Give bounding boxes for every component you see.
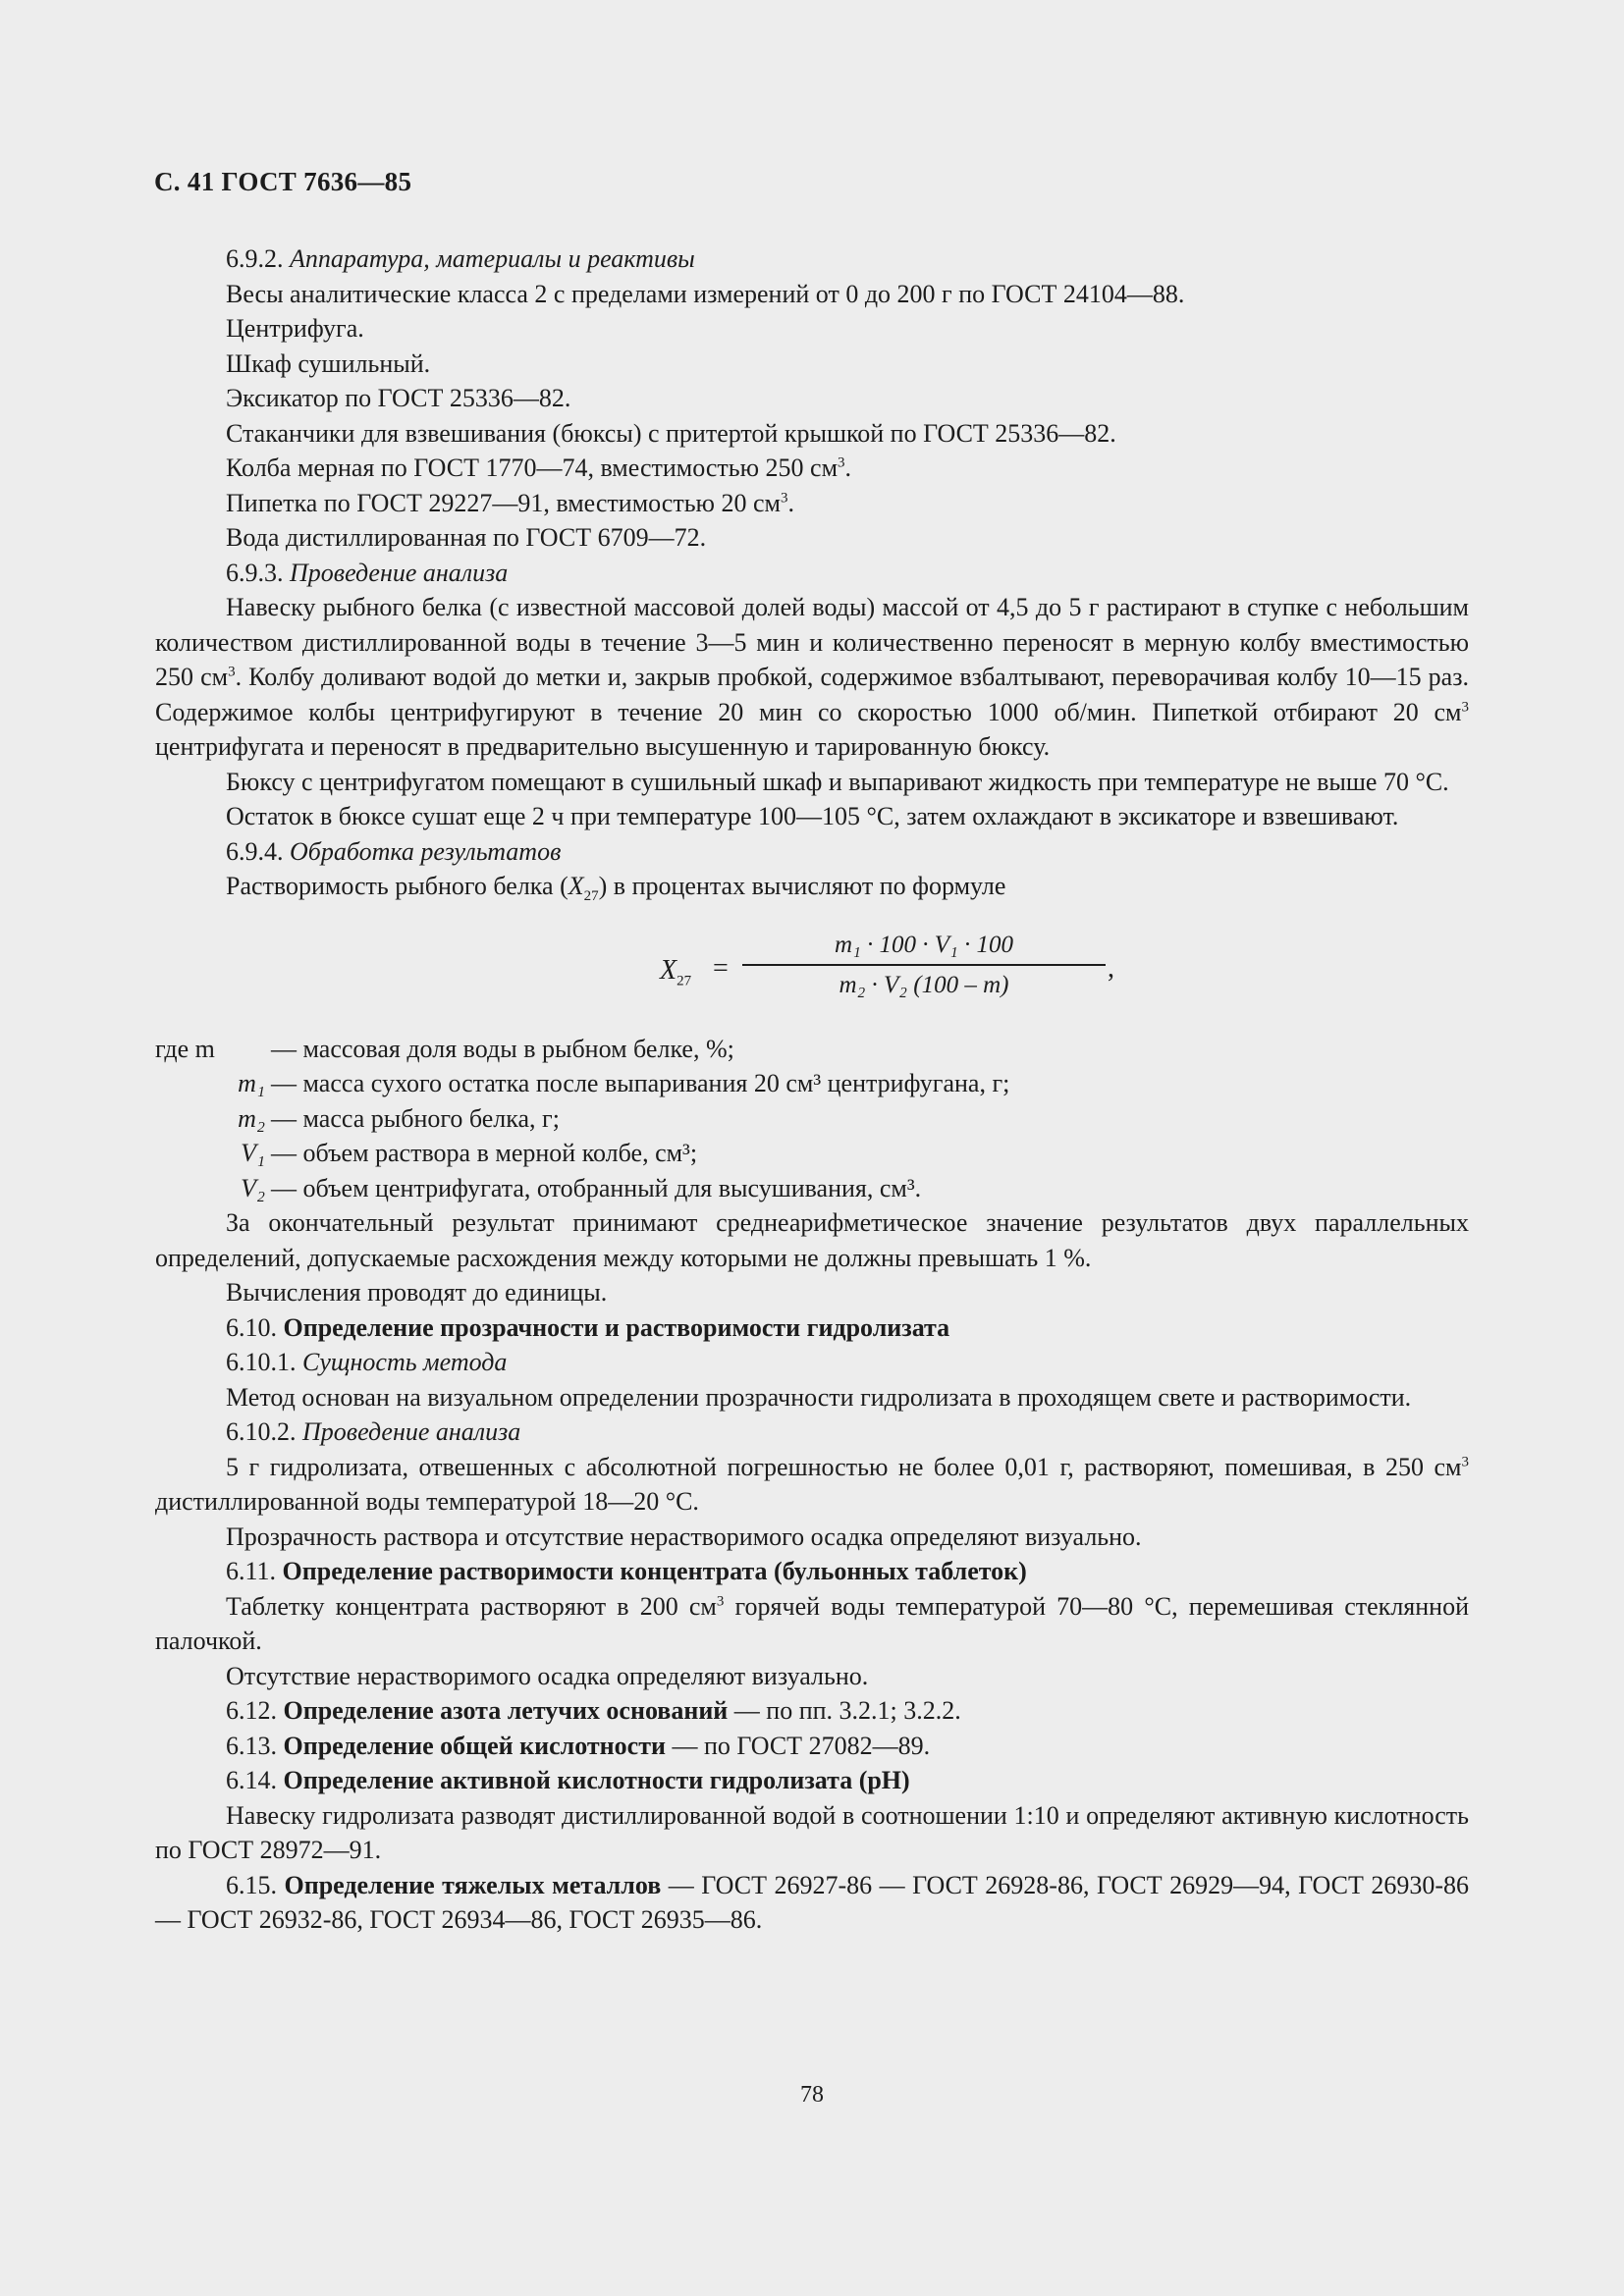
section-6-13: 6.13. Определение общей кислотности — по ГОСТ 27082—89. [226,1731,931,1760]
formula-lhs: $X_{27}$ [660,954,692,989]
where-m1: m₁ — масса сухого остатка после выпаривания 20 см³ центрифугана, г; [238,1069,1010,1097]
section-6-12: 6.12. Определение азота летучих оснований — по пп. 3.2.1; 3.2.2. [226,1696,961,1725]
section-6-10-2: 6.10.2. Проведение анализа [226,1417,521,1446]
formula-fraction [742,929,1106,1002]
section-6-9-4: 6.9.4. Обработка результатов [226,836,562,866]
section-6-11: 6.11. Определение растворимости концентрата (бульонных таблеток) [226,1557,1027,1585]
formula-numerator: m₁ · 100 · V₁ · 100 [835,931,1013,958]
section-6-15: 6.15. Определение тяжелых металлов — ГОСТ 26927-86 — ГОСТ 26928-86, ГОСТ 26929—94, ГОСТ 26930-86 — ГОСТ 26932-86, ГОСТ 26934—86, ГОСТ 26935—86. [155,1870,1470,1934]
page-number: 78 [800,2082,824,2108]
paragraph-hydrolysate: 5 г гидролизата, отвешенных с абсолютной погрешностью не более 0,01 г, растворяют, помешивая, в 250 $см^3$ дистиллированной воды температурой 18—20 °С. [155,1452,1469,1516]
paragraph-calculation: Вычисления проводят до единицы. [226,1278,608,1307]
fraction-bar [742,964,1106,966]
document-body [155,241,1469,1938]
paragraph-formula-intro: Растворимость рыбного белка $(X_{27})$ в процентах вычисляют по формуле [226,872,1006,905]
paragraph-drying: Бюксу с центрифугатом помещают в сушильный шкаф и выпаривают жидкость при температуре не выше 70 °С. [226,767,1449,796]
item-flask: Колба мерная по ГОСТ 1770—74, вместимостью 250 $см^3$. [226,454,852,482]
paragraph-residue: Остаток в бюксе сушат еще 2 ч при температуре 100—105 °С, затем охлаждают в эксикаторе и взвешивают. [226,802,1399,830]
section-6-14: 6.14. Определение активной кислотности гидролизата (рН) [226,1766,910,1794]
item-desiccator: Эксикатор по ГОСТ 25336—82. [226,384,571,412]
paragraph-method: Метод основан на визуальном определении прозрачности гидролизата в проходящем свете и растворимости. [226,1382,1412,1412]
section-6-10-1: 6.10.1. Сущность метода [226,1348,508,1376]
item-pipette: Пипетка по ГОСТ 29227—91, вместимостью 20 $см^3$. [226,488,794,517]
paragraph-procedure: Навеску рыбного белка (с известной массовой долей воды) массой от 4,5 до 5 г растирают в ступке с небольшим количеством дистиллированной воды в течение 3—5 мин и количественно переносят в мерную колбу вместимостью 250 $см^3$. Колбу доливают водой до метки и, закрыв пробкой, содержимое взбалтывают, переворачивая колбу 10—15 раз. Содержимое колбы центрифугируют в течение 20 мин со скоростью 1000 об/мин. Пипеткой отбирают 20 $см^3$ центрифугата и переносят в предварительно высушенную и тарированную бюксу. [155,593,1469,761]
formula-denominator: m₂ · V₂ (100 – m) [839,971,1009,998]
paragraph-ph: Навеску гидролизата разводят дистиллированной водой в соотношении 1:10 и определяют активную кислотность по ГОСТ 28972—91. [155,1800,1469,1864]
item-centrifuge: Центрифуга. [226,314,364,343]
item-water: Вода дистиллированная по ГОСТ 6709—72. [226,523,707,552]
item-scales: Весы аналитические класса 2 с пределами измерений от 0 до 200 г по ГОСТ 24104—88. [226,279,1185,308]
formula-equals: = [713,952,729,984]
paragraph-tablet: Таблетку концентрата растворяют в 200 $см^3$ горячей воды температурой 70—80 °С, перемешивая стеклянной палочкой. [155,1591,1469,1655]
paragraph-sediment: Отсутствие нерастворимого осадка определяют визуально. [226,1661,869,1690]
section-6-9-2: 6.9.2. Аппаратура, материалы и реактивы [226,244,695,273]
where-m: где m — массовая доля воды в рыбном белке, %; [155,1034,734,1063]
solubility-formula: $X_{27}$ = m₁ · 100 · V₁ · 100 m₂ · V₂ (100 – m) , [155,904,1469,1032]
item-drying-cabinet: Шкаф сушильный. [226,348,431,378]
where-v2: V₂ — объем центрифугата, отобранный для высушивания, см³. [241,1173,922,1202]
where-v1: V₁ — объем раствора в мерной колбе, см³; [241,1139,698,1167]
paragraph-final-result: За окончательный результат принимают среднеарифметическое значение результатов двух параллельных определений, допускаемые расхождения между которыми не должны превышать 1 %. [155,1208,1469,1272]
paragraph-transparency: Прозрачность раствора и отсутствие нерастворимого осадка определяют визуально. [226,1522,1142,1551]
where-m2: m₂ — масса рыбного белка, г; [238,1103,560,1133]
item-weighing-bottles: Стаканчики для взвешивания (бюксы) с притертой крышкой по ГОСТ 25336—82. [226,418,1116,448]
section-6-9-3: 6.9.3. Проведение анализа [226,558,509,587]
section-6-10: 6.10. Определение прозрачности и растворимости гидролизата [226,1312,950,1342]
page-header: С. 41 ГОСТ 7636—85 [154,167,412,196]
